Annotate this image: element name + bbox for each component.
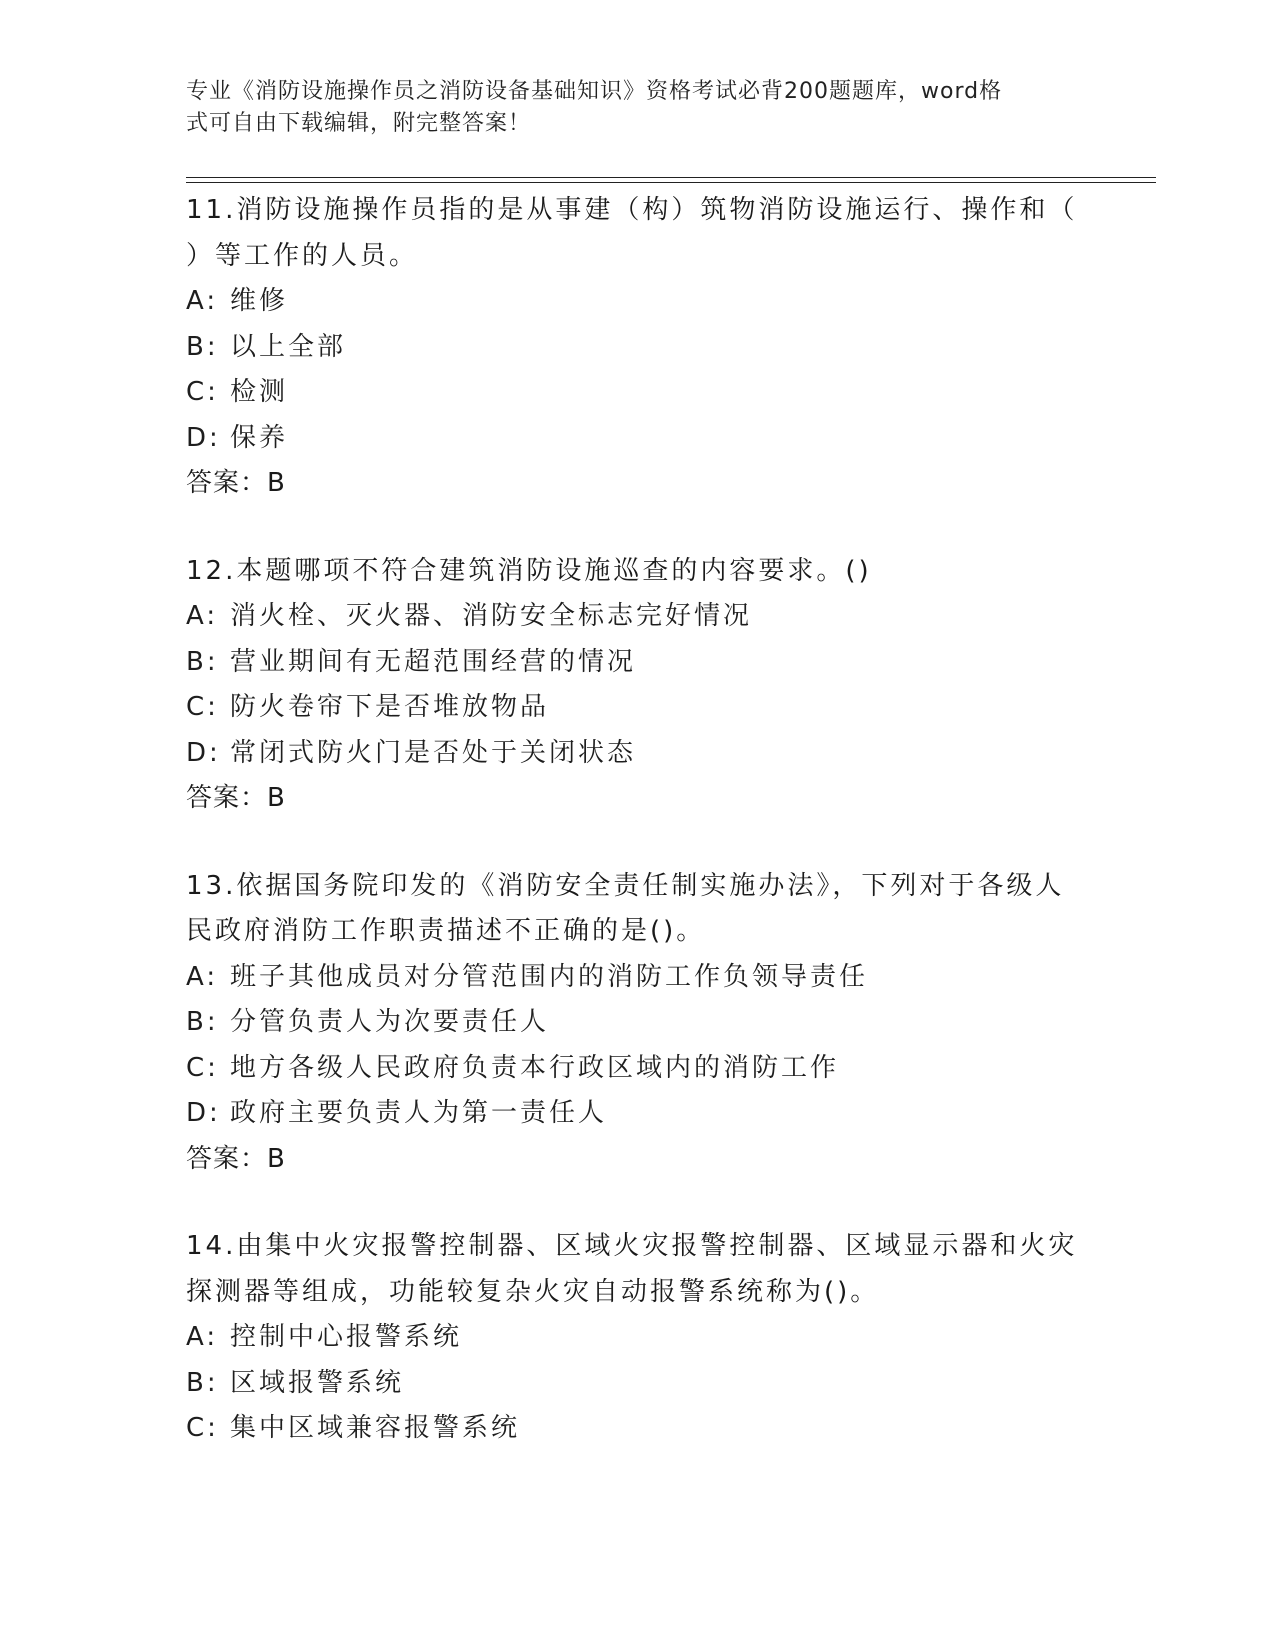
- question-14: [186, 1224, 1086, 1452]
- question-12: [186, 549, 1086, 822]
- answer-line: 答案：B: [186, 1143, 286, 1174]
- option-text: 消火栓、灭火器、消防安全标志完好情况: [230, 601, 753, 631]
- document-header: [186, 76, 1066, 140]
- option-letter: A:: [186, 1322, 219, 1352]
- header-divider-top: [186, 177, 1156, 178]
- option-d: [186, 1091, 1086, 1137]
- question-stem-line-1: 12.本题哪项不符合建筑消防设施巡查的内容要求。(): [186, 555, 872, 586]
- option-a: [186, 594, 1086, 640]
- option-text: 营业期间有无超范围经营的情况: [230, 646, 637, 677]
- header-line-2: 式可自由下载编辑，附完整答案！: [186, 111, 532, 136]
- option-letter: B:: [186, 1367, 219, 1398]
- option-d: [186, 416, 1086, 462]
- option-letter: D:: [186, 1098, 221, 1128]
- option-text: 区域报警系统: [230, 1367, 405, 1398]
- option-a: [186, 279, 1086, 325]
- question-13: [186, 864, 1086, 1183]
- option-b: [186, 325, 1086, 371]
- answer-line: 答案：B: [186, 468, 286, 498]
- option-letter: A:: [186, 961, 219, 992]
- option-b: [186, 1000, 1086, 1046]
- option-letter: A:: [186, 286, 219, 316]
- option-c: [186, 1406, 1086, 1452]
- option-letter: C:: [186, 1052, 219, 1083]
- option-text: 防火卷帘下是否堆放物品: [230, 692, 550, 722]
- header-line-1: 专业《消防设施操作员之消防设备基础知识》资格考试必背200题题库，word格: [186, 79, 1003, 104]
- option-letter: C:: [186, 692, 219, 722]
- option-b: [186, 1361, 1086, 1407]
- question-stem-line-1: 14.由集中火灾报警控制器、区域火灾报警控制器、区域显示器和火灾: [186, 1231, 1078, 1261]
- option-text: 保养: [230, 422, 289, 453]
- option-c: [186, 370, 1086, 416]
- option-letter: C:: [186, 1413, 219, 1443]
- option-text: 班子其他成员对分管范围内的消防工作负领导责任: [230, 961, 869, 992]
- option-letter: D:: [186, 737, 221, 768]
- option-d: [186, 731, 1086, 777]
- question-stem-line-2: 探测器等组成，功能较复杂火灾自动报警系统称为()。: [186, 1276, 880, 1307]
- option-text: 地方各级人民政府负责本行政区域内的消防工作: [230, 1052, 840, 1083]
- option-a: [186, 955, 1086, 1001]
- answer-line: 答案：B: [186, 783, 286, 813]
- question-stem-line-1: 11.消防设施操作员指的是从事建（构）筑物消防设施运行、操作和（: [186, 195, 1078, 225]
- question-stem-line-1: 13.依据国务院印发的《消防安全责任制实施办法》，下列对于各级人: [186, 870, 1065, 901]
- option-c: [186, 1046, 1086, 1092]
- question-stem-line-2: ）等工作的人员。: [186, 240, 419, 271]
- option-letter: B:: [186, 331, 219, 362]
- option-text: 政府主要负责人为第一责任人: [230, 1098, 608, 1128]
- option-c: [186, 685, 1086, 731]
- option-letter: B:: [186, 1007, 219, 1037]
- option-b: [186, 640, 1086, 686]
- option-letter: A:: [186, 601, 219, 631]
- option-a: [186, 1315, 1086, 1361]
- option-letter: B:: [186, 646, 219, 677]
- option-text: 集中区域兼容报警系统: [230, 1413, 521, 1443]
- option-letter: C:: [186, 377, 219, 407]
- question-11: [186, 188, 1086, 507]
- option-letter: D:: [186, 422, 221, 453]
- header-divider-bottom: [186, 182, 1156, 183]
- question-stem-line-2: 民政府消防工作职责描述不正确的是()。: [186, 916, 706, 946]
- option-text: 检测: [230, 377, 289, 407]
- option-text: 维修: [230, 286, 289, 316]
- option-text: 分管负责人为次要责任人: [230, 1007, 550, 1037]
- question-list: [186, 188, 1086, 1494]
- option-text: 常闭式防火门是否处于关闭状态: [230, 737, 637, 768]
- option-text: 控制中心报警系统: [230, 1322, 463, 1352]
- option-text: 以上全部: [230, 331, 347, 362]
